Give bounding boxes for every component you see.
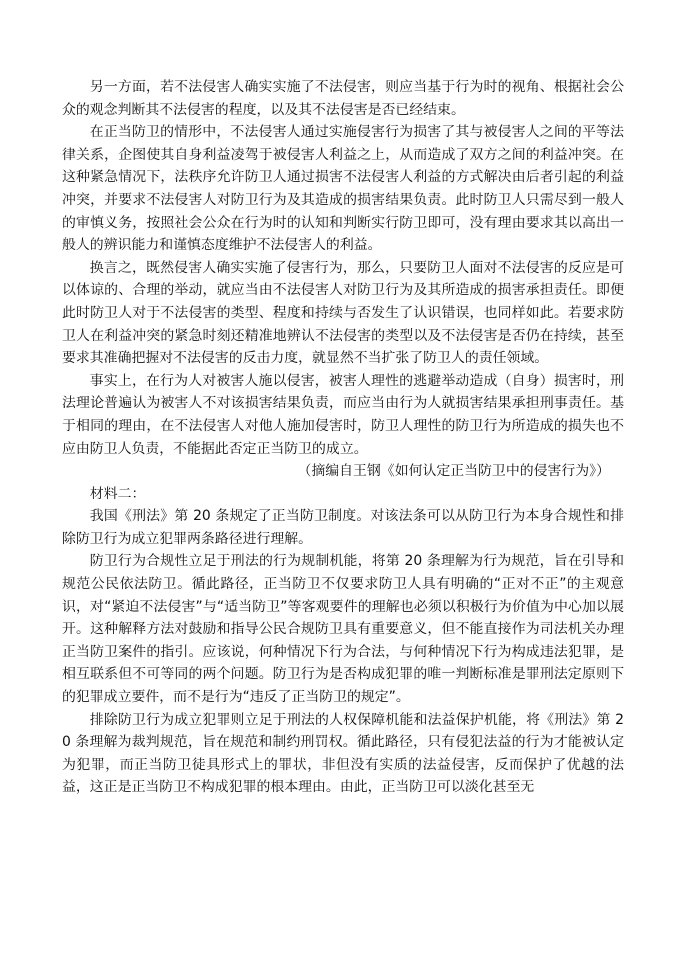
- source-citation: （摘编自王钢《如何认定正当防卫中的侵害行为》）: [297, 463, 610, 480]
- paragraph-5: 我国《刑法》第 20 条规定了正当防卫制度。对该法条可以从防卫行为本身合规性和排除防卫行为成立犯罪两条路径进行理解。: [62, 508, 624, 547]
- paragraph-3: 换言之，既然侵害人确实实施了侵害行为，那么，只要防卫人面对不法侵害的反应是可以体谅的、合理的举动，就应当由不法侵害人对防卫行为及其所造成的损害承担责任。即便此时防卫人对于不法侵害的类型、程度和持续与否发生了认识错误，也同样如此。若要求防卫人在利益冲突的紧急时刻还精准地辨认不法侵害的类型以及不法侵害是否仍在持续，甚至要求其准确把握对不法侵害的反击力度，就显然不当扩张了防卫人的责任领域。: [62, 259, 624, 367]
- paragraph-2: 在正当防卫的情形中，不法侵害人通过实施侵害行为损害了其与被侵害人之间的平等法律关系，企图使其自身利益凌驾于被侵害人利益之上，从而造成了双方之间的利益冲突。在这种紧急情况下，法秩序允许防卫人通过损害不法侵害人利益的方式解决由后者引起的利益冲突，并要求不法侵害人对防卫行为及其造成的损害结果负责。此时防卫人只需尽到一般人的审慎义务，按照社会公众在行为时的认知和判断实行防卫即可，没有理由要求其以高出一般人的辨识能力和谨慎态度维护不法侵害人的利益。: [62, 124, 624, 254]
- paragraph-7: 排除防卫行为成立犯罪则立足于刑法的人权保障机能和法益保护机能，将《刑法》第 20 条理解为裁判规范，旨在规范和制约刑罚权。循此路径，只有侵犯法益的行为才能被认定为犯罪，而正当防卫徒具形式上的罪状，非但没有实质的法益侵害，反而保护了优越的法益，这正是正当防卫不构成犯罪的根本理由。由此，正当防卫可以淡化甚至无: [62, 711, 624, 796]
- article-body: [62, 76, 624, 799]
- material-2-heading: 材料二：: [89, 485, 146, 502]
- paragraph-1: 另一方面，若不法侵害人确实实施了不法侵害，则应当基于行为时的视角、根据社会公众的观念判断其不法侵害的程度，以及其不法侵害是否已经结束。: [62, 79, 624, 118]
- paragraph-6: 防卫行为合规性立足于刑法的行为规制机能，将第 20 条理解为行为规范，旨在引导和规范公民依法防卫。循此路径，正当防卫不仅要求防卫人具有明确的“正对不正”的主观意识，对“紧迫不法侵害”与“适当防卫”等客观要件的理解也必须以积极行为价值为中心加以展开。这种解释方法对鼓励和指导公民合规防卫具有重要意义，但不能直接作为司法机关办理正当防卫案件的指引。应该说，何种情况下行为合法，与何种情况下行为构成违法犯罪，是相互联系但不可等同的两个问题。防卫行为是否构成犯罪的唯一判断标准是罪刑法定原则下的犯罪成立要件，而不是行为“违反了正当防卫的规定”。: [62, 553, 624, 706]
- paragraph-4: 事实上，在行为人对被害人施以侵害，被害人理性的逃避举动造成（自身）损害时，刑法理论普遍认为被害人不对该损害结果负责，而应当由行为人就损害结果承担刑事责任。基于相同的理由，在不法侵害人对他人施加侵害时，防卫人理性的防卫行为所造成的损失也不应由防卫人负责，不能据此否定正当防卫的成立。: [62, 372, 624, 457]
